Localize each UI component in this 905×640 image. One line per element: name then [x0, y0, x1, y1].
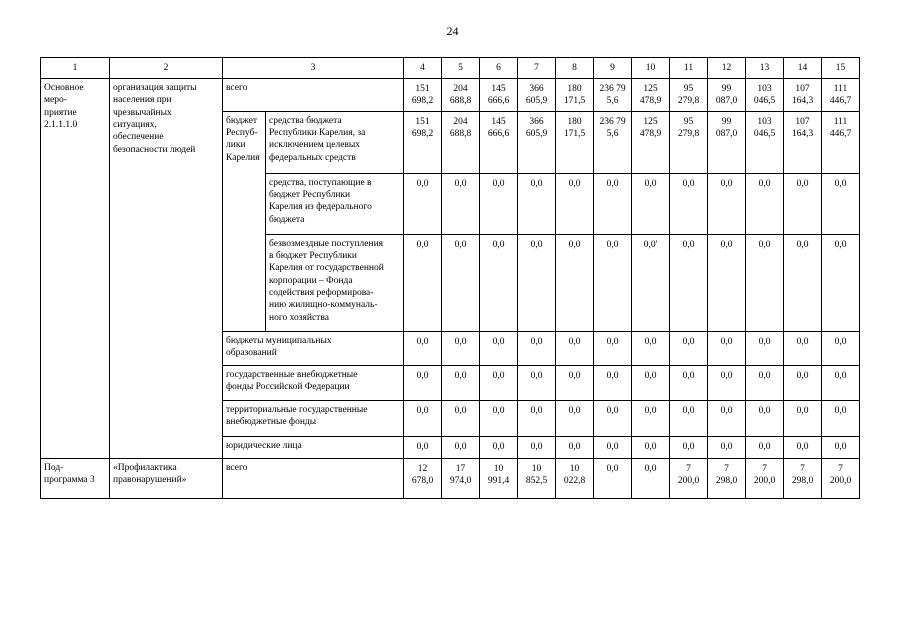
source-label: средства бюджета Республики Карелия, за исключением целевых федеральных средств — [266, 111, 404, 173]
header-cell: 6 — [480, 58, 518, 79]
value-cell: 99 087,0 — [708, 111, 746, 173]
value-cell: 0,0 — [480, 436, 518, 458]
value-cell: 0,0 — [518, 365, 556, 400]
value-cell: 111 446,7 — [822, 79, 860, 112]
value-cell: 0,0 — [556, 173, 594, 234]
header-cell: 13 — [746, 58, 784, 79]
value-cell: 10 022,8 — [556, 458, 594, 498]
value-cell: 0,0 — [480, 331, 518, 365]
value-cell: 0,0 — [442, 436, 480, 458]
value-cell: 0,0 — [822, 234, 860, 331]
value-cell: 145 666,6 — [480, 111, 518, 173]
value-cell: 204 688,8 — [442, 79, 480, 112]
value-cell: 125 478,9 — [632, 111, 670, 173]
value-cell: 0,0 — [594, 458, 632, 498]
value-cell: 0,0 — [404, 400, 442, 436]
value-cell: 10 991,4 — [480, 458, 518, 498]
value-cell: 0,0 — [556, 234, 594, 331]
value-cell: 0,0 — [480, 365, 518, 400]
value-cell: 0,0 — [822, 331, 860, 365]
value-cell: 145 666,6 — [480, 79, 518, 112]
source-label: государственные внебюджетные фонды Российской Федерации — [223, 365, 404, 400]
header-cell: 15 — [822, 58, 860, 79]
value-cell: 7 200,0 — [746, 458, 784, 498]
value-cell: 0,0 — [746, 173, 784, 234]
value-cell: 0,0 — [404, 173, 442, 234]
source-label: юридические лица — [223, 436, 404, 458]
value-cell: 366 605,9 — [518, 111, 556, 173]
header-cell: 9 — [594, 58, 632, 79]
value-cell: 0,0 — [518, 173, 556, 234]
value-cell: 0,0 — [594, 436, 632, 458]
value-cell: 0,0 — [404, 331, 442, 365]
measure-name-cell: организация защиты населения при чрезвычайных ситуациях, обеспечение безопасности людей — [110, 79, 223, 459]
value-cell: 151 698,2 — [404, 79, 442, 112]
value-cell: 0,0 — [480, 234, 518, 331]
value-cell: 10 852,5 — [518, 458, 556, 498]
value-cell: 0,0 — [784, 173, 822, 234]
value-cell: 0,0 — [822, 173, 860, 234]
value-cell: 0,0 — [632, 365, 670, 400]
value-cell: 0,0 — [404, 365, 442, 400]
value-cell: 0,0 — [594, 234, 632, 331]
value-cell: 7 298,0 — [708, 458, 746, 498]
value-cell: 0,0 — [594, 173, 632, 234]
value-cell: 0,0 — [556, 331, 594, 365]
value-cell: 7 200,0 — [670, 458, 708, 498]
value-cell: 0,0 — [670, 400, 708, 436]
header-cell: 10 — [632, 58, 670, 79]
value-cell: 99 087,0 — [708, 79, 746, 112]
value-cell: 0,0 — [518, 234, 556, 331]
value-cell: 107 164,3 — [784, 111, 822, 173]
value-cell: 0,0 — [670, 234, 708, 331]
value-cell: 0,0 — [822, 436, 860, 458]
budget-rk-label: бюджет Респуб- лики Карелия — [223, 111, 266, 331]
measure-code-cell: Основное меро- приятие 2.1.1.1.0 — [41, 79, 110, 459]
value-cell: 0,0 — [746, 400, 784, 436]
value-cell: 0,0 — [442, 365, 480, 400]
header-cell: 7 — [518, 58, 556, 79]
value-cell: 0,0 — [442, 331, 480, 365]
source-label-line: территориальные государственные — [226, 404, 368, 415]
header-row — [41, 58, 860, 79]
value-cell: 103 046,5 — [746, 79, 784, 112]
source-label: всего — [223, 79, 404, 112]
value-cell: 180 171,5 — [556, 111, 594, 173]
value-cell: 366 605,9 — [518, 79, 556, 112]
header-cell: 5 — [442, 58, 480, 79]
value-cell: 0,0 — [404, 234, 442, 331]
source-label: средства, поступающие в бюджет Республики Карелия из федерального бюджета — [266, 173, 404, 234]
value-cell: 0,0 — [670, 365, 708, 400]
value-cell: 0,0 — [708, 331, 746, 365]
header-cell: 8 — [556, 58, 594, 79]
value-cell: 125 478,9 — [632, 79, 670, 112]
value-cell: 0,0 — [746, 436, 784, 458]
header-cell: 14 — [784, 58, 822, 79]
subprogram-name-cell: «Профилактика правонарушений» — [110, 458, 223, 498]
budget-table — [40, 57, 860, 499]
value-cell: 0,0 — [632, 400, 670, 436]
value-cell: 0,0 — [746, 234, 784, 331]
value-cell: 0,0 — [822, 400, 860, 436]
value-cell: 0,0 — [480, 173, 518, 234]
value-cell: 107 164,3 — [784, 79, 822, 112]
source-label: безвозмездные поступления в бюджет Республики Карелия от государственной корпорации – Фонда содействия реформирова- нию жилищно-коммуналь- ного хозяйства — [266, 234, 404, 331]
value-cell: 0,0 — [518, 400, 556, 436]
value-cell: 0,0 — [784, 331, 822, 365]
source-label: бюджеты муниципальных образований — [223, 331, 404, 365]
value-cell: 0,0 — [670, 173, 708, 234]
value-cell: 0,0 — [632, 436, 670, 458]
header-cell: 1 — [41, 58, 110, 79]
value-cell: 95 279,8 — [670, 79, 708, 112]
value-cell: 103 046,5 — [746, 111, 784, 173]
table-row — [41, 79, 860, 112]
value-cell: 0,0 — [670, 436, 708, 458]
value-cell: 0,0 — [518, 331, 556, 365]
value-cell: 0,0' — [632, 234, 670, 331]
value-cell: 0,0 — [594, 365, 632, 400]
value-cell: 0,0 — [442, 234, 480, 331]
header-cell: 2 — [110, 58, 223, 79]
value-cell: 95 279,8 — [670, 111, 708, 173]
value-cell: 0,0 — [708, 173, 746, 234]
value-cell: 0,0 — [556, 365, 594, 400]
header-cell: 12 — [708, 58, 746, 79]
value-cell: 0,0 — [442, 173, 480, 234]
value-cell: 111 446,7 — [822, 111, 860, 173]
value-cell: 0,0 — [480, 400, 518, 436]
value-cell: 0,0 — [404, 436, 442, 458]
value-cell: 7 298,0 — [784, 458, 822, 498]
value-cell: 0,0 — [708, 400, 746, 436]
value-cell: 0,0 — [632, 173, 670, 234]
value-cell: 0,0 — [746, 331, 784, 365]
value-cell: 0,0 — [442, 400, 480, 436]
value-cell: 0,0 — [708, 436, 746, 458]
value-cell: 0,0 — [556, 400, 594, 436]
source-label: всего — [223, 458, 404, 498]
value-cell: 0,0 — [784, 234, 822, 331]
header-cell: 3 — [223, 58, 404, 79]
table-row — [41, 458, 860, 498]
value-cell: 151 698,2 — [404, 111, 442, 173]
header-cell: 11 — [670, 58, 708, 79]
value-cell: 0,0 — [784, 436, 822, 458]
page-number: 24 — [446, 24, 459, 38]
value-cell: 0,0 — [632, 331, 670, 365]
value-cell: 236 79 5,6 — [594, 111, 632, 173]
value-cell: 0,0 — [708, 365, 746, 400]
value-cell: 204 688,8 — [442, 111, 480, 173]
value-cell: 236 79 5,6 — [594, 79, 632, 112]
value-cell: 0,0 — [594, 400, 632, 436]
value-cell: 12 678,0 — [404, 458, 442, 498]
value-cell: 0,0 — [518, 436, 556, 458]
value-cell: 0,0 — [670, 331, 708, 365]
value-cell: 180 171,5 — [556, 79, 594, 112]
value-cell: 0,0 — [708, 234, 746, 331]
value-cell: 0,0 — [784, 365, 822, 400]
value-cell: 0,0 — [746, 365, 784, 400]
subprogram-code-cell: Под- программа 3 — [41, 458, 110, 498]
value-cell: 17 974,0 — [442, 458, 480, 498]
source-label — [223, 400, 404, 436]
source-label-line: внебюджетные фонды — [226, 417, 317, 428]
value-cell: 0,0 — [556, 436, 594, 458]
value-cell: 0,0 — [784, 400, 822, 436]
value-cell: 0,0 — [594, 331, 632, 365]
value-cell: 7 200,0 — [822, 458, 860, 498]
value-cell: 0,0 — [632, 458, 670, 498]
header-cell: 4 — [404, 58, 442, 79]
value-cell: 0,0 — [822, 365, 860, 400]
